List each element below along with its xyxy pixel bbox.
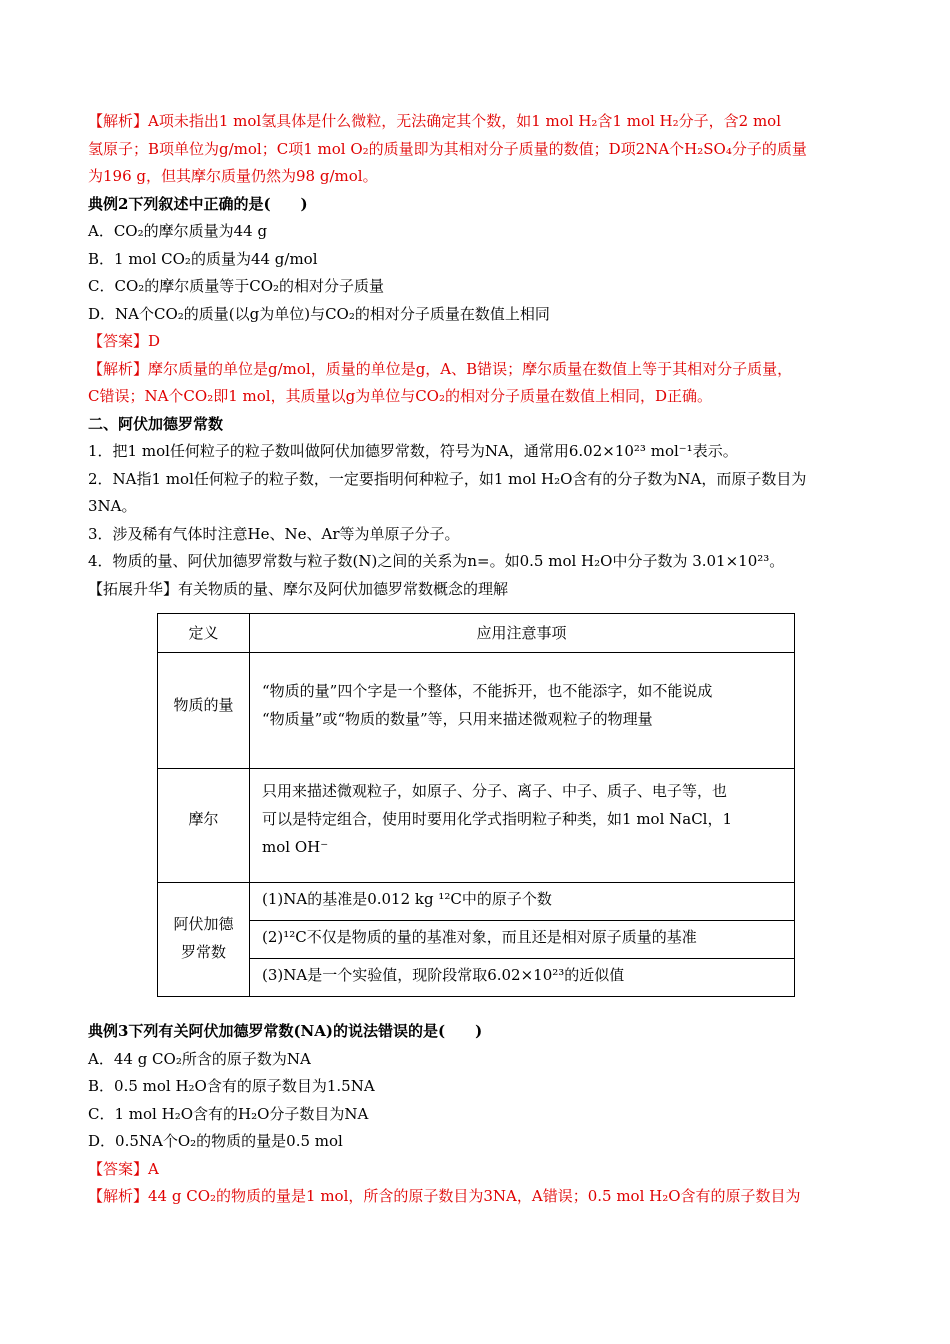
avogadro-item-1: (1)NA的基准是0.012 kg ¹²C中的原子个数 bbox=[262, 890, 552, 908]
example-3-question: 典例3下列有关阿伏加德罗常数(NA)的说法错误的是( ) bbox=[88, 1022, 483, 1040]
answer-line: 【答案】A bbox=[88, 1159, 159, 1178]
option-d: D．NA个CO₂的质量(以g为单位)与CO₂的相对分子质量在数值上相同 bbox=[88, 304, 550, 323]
option-a: A．CO₂的摩尔质量为44 g bbox=[88, 222, 268, 240]
option-d: D．0.5NA个O₂的物质的量是0.5 mol bbox=[88, 1132, 343, 1150]
point-1: 1．把1 mol任何粒子的粒子数叫做阿伏加德罗常数，符号为NA，通常用6.02×10²³ mol⁻¹表示。 bbox=[88, 442, 738, 460]
note-line: “物质的量”四个字是一个整体，不能拆开，也不能添字，如不能说成 bbox=[262, 682, 713, 700]
analysis-line: C错误；NA个CO₂即1 mol，其质量以g为单位与CO₂的相对分子质量在数值上相同，D正确。 bbox=[88, 387, 713, 405]
table-divider bbox=[249, 958, 794, 959]
table-divider bbox=[158, 882, 794, 883]
note-line: 只用来描述微观粒子，如原子、分子、离子、中子、质子、电子等，也 bbox=[262, 782, 728, 800]
header-definition: 定义 bbox=[188, 624, 219, 642]
note-line: 可以是特定组合，使用时要用化学式指明粒子种类，如1 mol NaCl，1 bbox=[262, 810, 733, 828]
note-line: “物质量”或“物质的数量”等，只用来描述微观粒子的物理量 bbox=[262, 710, 653, 728]
section-heading: 二、阿伏加德罗常数 bbox=[88, 414, 224, 433]
avogadro-item-3: (3)NA是一个实验值，现阶段常取6.02×10²³的近似值 bbox=[262, 966, 625, 984]
option-a: A．44 g CO₂所含的原子数为NA bbox=[88, 1049, 311, 1068]
term-avogadro: 阿伏加德 bbox=[173, 915, 234, 933]
point-2: 2．NA指1 mol任何粒子的粒子数，一定要指明何种粒子，如1 mol H₂O含有的分子数为NA，而原子数目为 bbox=[88, 469, 807, 488]
analysis-line: 氢原子；B项单位为g/mol；C项1 mol O₂的质量即为其相对分子质量的数值；D项2NA个H₂SO₄分子的质量 bbox=[88, 139, 807, 158]
document-upper bbox=[88, 108, 878, 603]
table-divider bbox=[158, 652, 794, 653]
point-4: 4．物质的量、阿伏加德罗常数与粒子数(N)之间的关系为n=。如0.5 mol H₂O中分子数为 3.01×10²³。 bbox=[88, 552, 785, 570]
avogadro-item-2: (2)¹²C不仅是物质的量的基准对象，而且还是相对原子质量的基准 bbox=[262, 928, 697, 946]
header-notes: 应用注意事项 bbox=[476, 624, 567, 642]
point-2-cont: 3NA。 bbox=[88, 497, 137, 515]
table-divider bbox=[158, 768, 794, 769]
note-line: mol OH⁻ bbox=[262, 838, 329, 856]
analysis-line: 【解析】44 g CO₂的物质的量是1 mol，所含的原子数目为3NA，A错误；0.5 mol H₂O含有的原子数目为 bbox=[88, 1187, 801, 1205]
option-b: B．0.5 mol H₂O含有的原子数目为1.5NA bbox=[88, 1077, 375, 1095]
analysis-line: 【解析】A项未指出1 mol氢具体是什么微粒，无法确定其个数，如1 mol H₂含1 mol H₂分子，含2 mol bbox=[88, 112, 782, 130]
concept-table bbox=[157, 613, 795, 997]
example-2-question: 典例2下列叙述中正确的是( ) bbox=[88, 194, 308, 213]
answer-line: 【答案】D bbox=[88, 332, 161, 350]
table-divider bbox=[249, 614, 250, 996]
analysis-line: 【解析】摩尔质量的单位是g/mol，质量的单位是g，A、B错误；摩尔质量在数值上等于其相对分子质量， bbox=[88, 359, 793, 378]
analysis-line: 为196 g，但其摩尔质量仍然为98 g/mol。 bbox=[88, 167, 378, 185]
option-c: C．CO₂的摩尔质量等于CO₂的相对分子质量 bbox=[88, 277, 385, 295]
term-avogadro-cont: 罗常数 bbox=[180, 943, 226, 961]
term-mole: 摩尔 bbox=[188, 810, 219, 828]
document-lower bbox=[88, 1018, 878, 1211]
option-c: C．1 mol H₂O含有的H₂O分子数目为NA bbox=[88, 1104, 369, 1123]
term-amount-of-substance: 物质的量 bbox=[173, 696, 234, 714]
extension-heading: 【拓展升华】有关物质的量、摩尔及阿伏加德罗常数概念的理解 bbox=[88, 579, 509, 598]
table-divider bbox=[249, 920, 794, 921]
point-3: 3．涉及稀有气体时注意He、Ne、Ar等为单原子分子。 bbox=[88, 524, 460, 543]
option-b: B．1 mol CO₂的质量为44 g/mol bbox=[88, 249, 318, 268]
